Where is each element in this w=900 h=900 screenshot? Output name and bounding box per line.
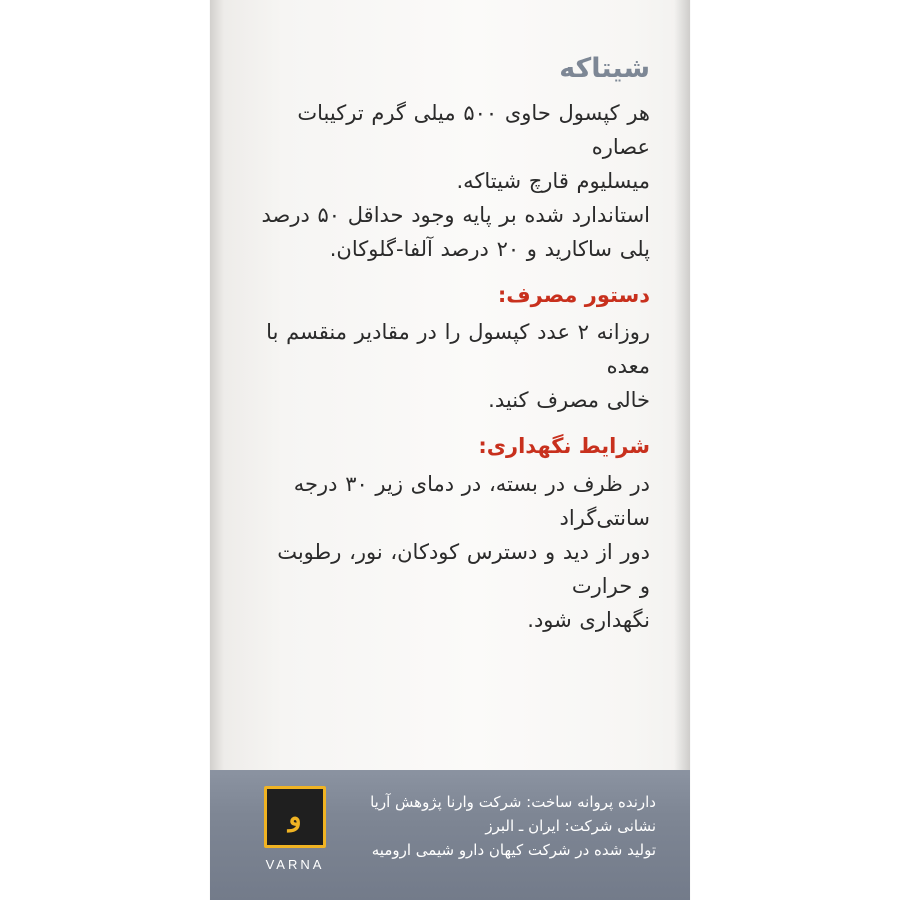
product-carton [210,0,690,900]
company-address-line: نشانی شرکت: ایران ـ البرز [485,817,656,835]
description-line: میسلیوم قارچ شیتاکه. [456,168,650,193]
dosage-text [260,315,650,417]
storage-line: در ظرف در بسته، در دمای زیر ۳۰ درجه سانتی‌گراد [293,471,650,530]
carton-edge-left [210,0,224,900]
license-holder-line: دارنده پروانه ساخت: شرکت وارنا پژوهش آریا [370,793,656,811]
storage-text [260,467,650,637]
manufactured-by-line: تولید شده در شرکت کیهان دارو شیمی ارومیه [371,841,656,859]
manufacturer-info [356,790,656,862]
varna-logo-glyph: و [288,801,302,833]
varna-logo-label: VARNA [265,857,325,872]
dosage-line: خالی مصرف کنید. [488,388,650,413]
description-line: استاندارد شده بر پایه وجود حداقل ۵۰ درصد [261,202,650,227]
dosage-heading: دستور مصرف: [497,282,650,307]
description-line: هر کپسول حاوی ۵۰۰ میلی گرم ترکیبات عصاره [297,100,650,159]
dosage-line: روزانه ۲ عدد کپسول را در مقادیر منقسم با معده [266,320,650,379]
carton-text-panel [260,52,650,651]
varna-logo [254,786,336,872]
photo-background-left [0,0,210,900]
description-line: پلی ساکارید و ۲۰ درصد آلفا-گلوکان. [329,236,650,261]
product-description [260,96,650,266]
carton-edge-right [674,0,690,900]
photo-background-right [690,0,900,900]
storage-heading: شرایط نگهداری: [478,434,650,459]
manufacturer-band [210,770,690,900]
varna-logo-icon [264,786,326,848]
storage-line: دور از دید و دسترس کودکان، نور، رطوبت و حرارت [277,539,650,598]
product-title: شیتاکه [559,53,650,84]
storage-line: نگهداری شود. [527,607,650,632]
